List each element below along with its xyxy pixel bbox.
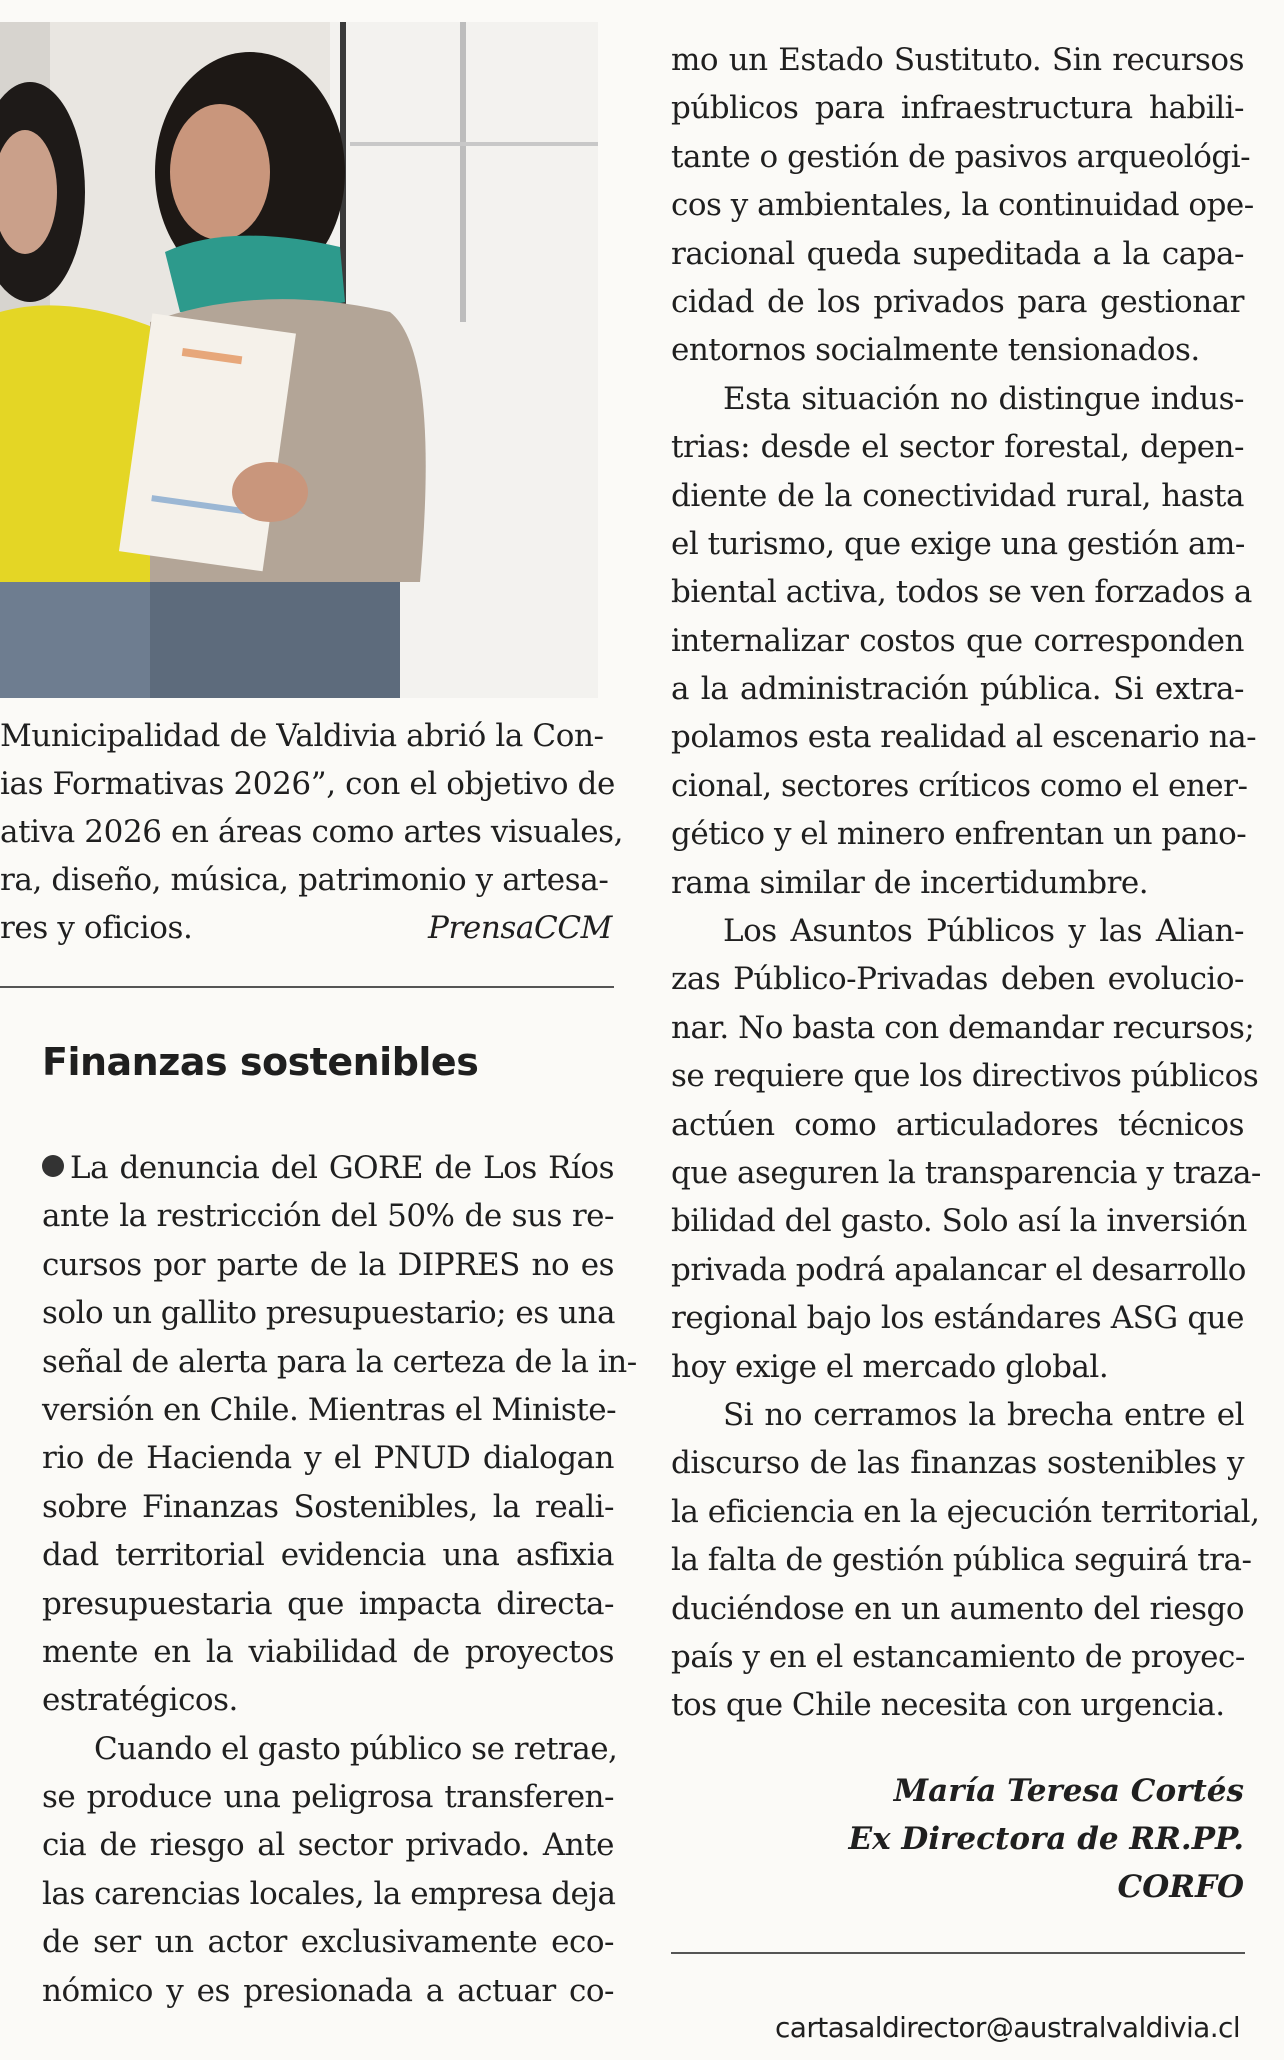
text-line: el turismo, que exige una gestión am-	[671, 525, 1245, 562]
text-line: zas Público-Privadas deben evolucio-	[671, 961, 1244, 998]
divider	[0, 986, 614, 988]
text-line: diente de la conectividad rural, hasta	[671, 477, 1244, 514]
text-line: las carencias locales, la empresa deja	[42, 1875, 616, 1912]
text-line: discurso de las finanzas sostenibles y	[671, 1445, 1244, 1482]
text-line: actúen como articuladores técnicos	[671, 1106, 1244, 1143]
text-line: ante la restricción del 50% de sus re-	[42, 1198, 614, 1235]
text-line: públicos para infraestructura habili-	[671, 90, 1244, 127]
text-line: polamos esta realidad al escenario na-	[671, 719, 1257, 756]
text-line: se requiere que los directivos públicos	[671, 1058, 1259, 1095]
text-line: la eficiencia en la ejecución territorial,	[671, 1493, 1260, 1530]
author-name: María Teresa Cortés	[893, 1773, 1244, 1809]
text-line: biental activa, todos se ven forzados a	[671, 574, 1252, 611]
text-line: nómico y es presionada a actuar co-	[42, 1972, 614, 2009]
text-line: de ser un actor exclusivamente eco-	[42, 1924, 614, 1961]
author-signature	[849, 1767, 1245, 1911]
text-line: trias: desde el sector forestal, depen-	[671, 429, 1244, 466]
text-line-content: La denuncia del GORE de Los Ríos	[70, 1150, 614, 1186]
left-column	[42, 1144, 637, 2015]
caption-line: ra, diseño, música, patrimonio y artesa-	[0, 862, 609, 898]
text-line: cos y ambientales, la continuidad ope-	[671, 187, 1254, 224]
text-line: solo un gallito presupuestario; es una	[42, 1295, 615, 1332]
text-line: sobre Finanzas Sostenibles, la reali-	[42, 1488, 614, 1525]
right-column	[671, 36, 1261, 1730]
text-line: Cuando el gasto público se retrae,	[94, 1730, 618, 1767]
author-org: CORFO	[1117, 1869, 1244, 1905]
text-line: regional bajo los estándares ASG que	[671, 1300, 1244, 1337]
text-line: rio de Hacienda y el PNUD dialogan	[42, 1440, 614, 1477]
text-line: bilidad del gasto. Solo así la inversión	[671, 1203, 1247, 1240]
text-line: que aseguren la transparencia y traza-	[671, 1154, 1261, 1191]
text-line: dad territorial evidencia una asfixia	[42, 1537, 614, 1574]
section-title: Finanzas sostenibles	[42, 1040, 479, 1084]
text-line: cia de riesgo al sector privado. Ante	[42, 1827, 614, 1864]
photo-caption	[0, 712, 624, 952]
text-line: Los Asuntos Públicos y las Alian-	[723, 913, 1244, 950]
caption-line: Municipalidad de Valdivia abrió la Con-	[0, 718, 604, 754]
text-line: rama similar de incertidumbre.	[671, 864, 1149, 901]
text-line: la falta de gestión pública seguirá tra-	[671, 1542, 1252, 1579]
caption-line: res y oficios.	[0, 910, 193, 946]
text-line: cional, sectores críticos como el ener-	[671, 767, 1248, 804]
text-line: mente en la viabilidad de proyectos	[42, 1633, 614, 1670]
photo-two-women-with-certificate-icon	[0, 22, 598, 698]
text-line: señal de alerta para la certeza de la in-	[42, 1343, 637, 1380]
text-line: mo un Estado Sustituto. Sin recursos	[671, 42, 1244, 78]
text-line: estratégicos.	[42, 1682, 238, 1719]
text-line: entornos socialmente tensionados.	[671, 332, 1200, 369]
text-line: Esta situación no distingue indus-	[723, 380, 1244, 417]
text-line: tos que Chile necesita con urgencia.	[671, 1687, 1225, 1724]
text-line: versión en Chile. Mientras el Ministe-	[42, 1391, 617, 1428]
bullet-icon	[42, 1155, 64, 1177]
text-line: duciéndose en un aumento del riesgo	[671, 1590, 1244, 1627]
text-line: internalizar costos que corresponden	[671, 622, 1244, 659]
text-line: a la administración pública. Si extra-	[671, 671, 1244, 708]
author-title: Ex Directora de RR.PP.	[848, 1821, 1244, 1857]
text-line: tante o gestión de pasivos arqueológi-	[671, 138, 1251, 175]
caption-line: ias Formativas 2026”, con el objetivo de	[0, 766, 615, 802]
contact-email: cartasaldirector@australvaldivia.cl	[775, 2011, 1240, 2044]
text-line: nar. No basta con demandar recursos;	[671, 1009, 1255, 1046]
text-line	[42, 1144, 614, 1192]
divider	[671, 1952, 1245, 1954]
text-line: privada podrá apalancar el desarrollo	[671, 1251, 1246, 1288]
text-line: se produce una peligrosa transferen-	[42, 1779, 614, 1816]
article-photo	[0, 22, 598, 698]
text-line: Si no cerramos la brecha entre el	[723, 1396, 1244, 1433]
text-line: cidad de los privados para gestionar	[671, 283, 1244, 320]
text-line: racional queda supeditada a la capa-	[671, 235, 1244, 272]
text-line: gético y el minero enfrentan un pano-	[671, 816, 1247, 853]
text-line: país y en el estancamiento de proyec-	[671, 1638, 1245, 1675]
caption-line: ativa 2026 en áreas como artes visuales,	[0, 814, 624, 850]
text-line: presupuestaria que impacta directa-	[42, 1585, 614, 1622]
photo-credit: PrensaCCM	[428, 910, 612, 946]
text-line: cursos por parte de la DIPRES no es	[42, 1246, 614, 1283]
text-line: hoy exige el mercado global.	[671, 1348, 1109, 1385]
